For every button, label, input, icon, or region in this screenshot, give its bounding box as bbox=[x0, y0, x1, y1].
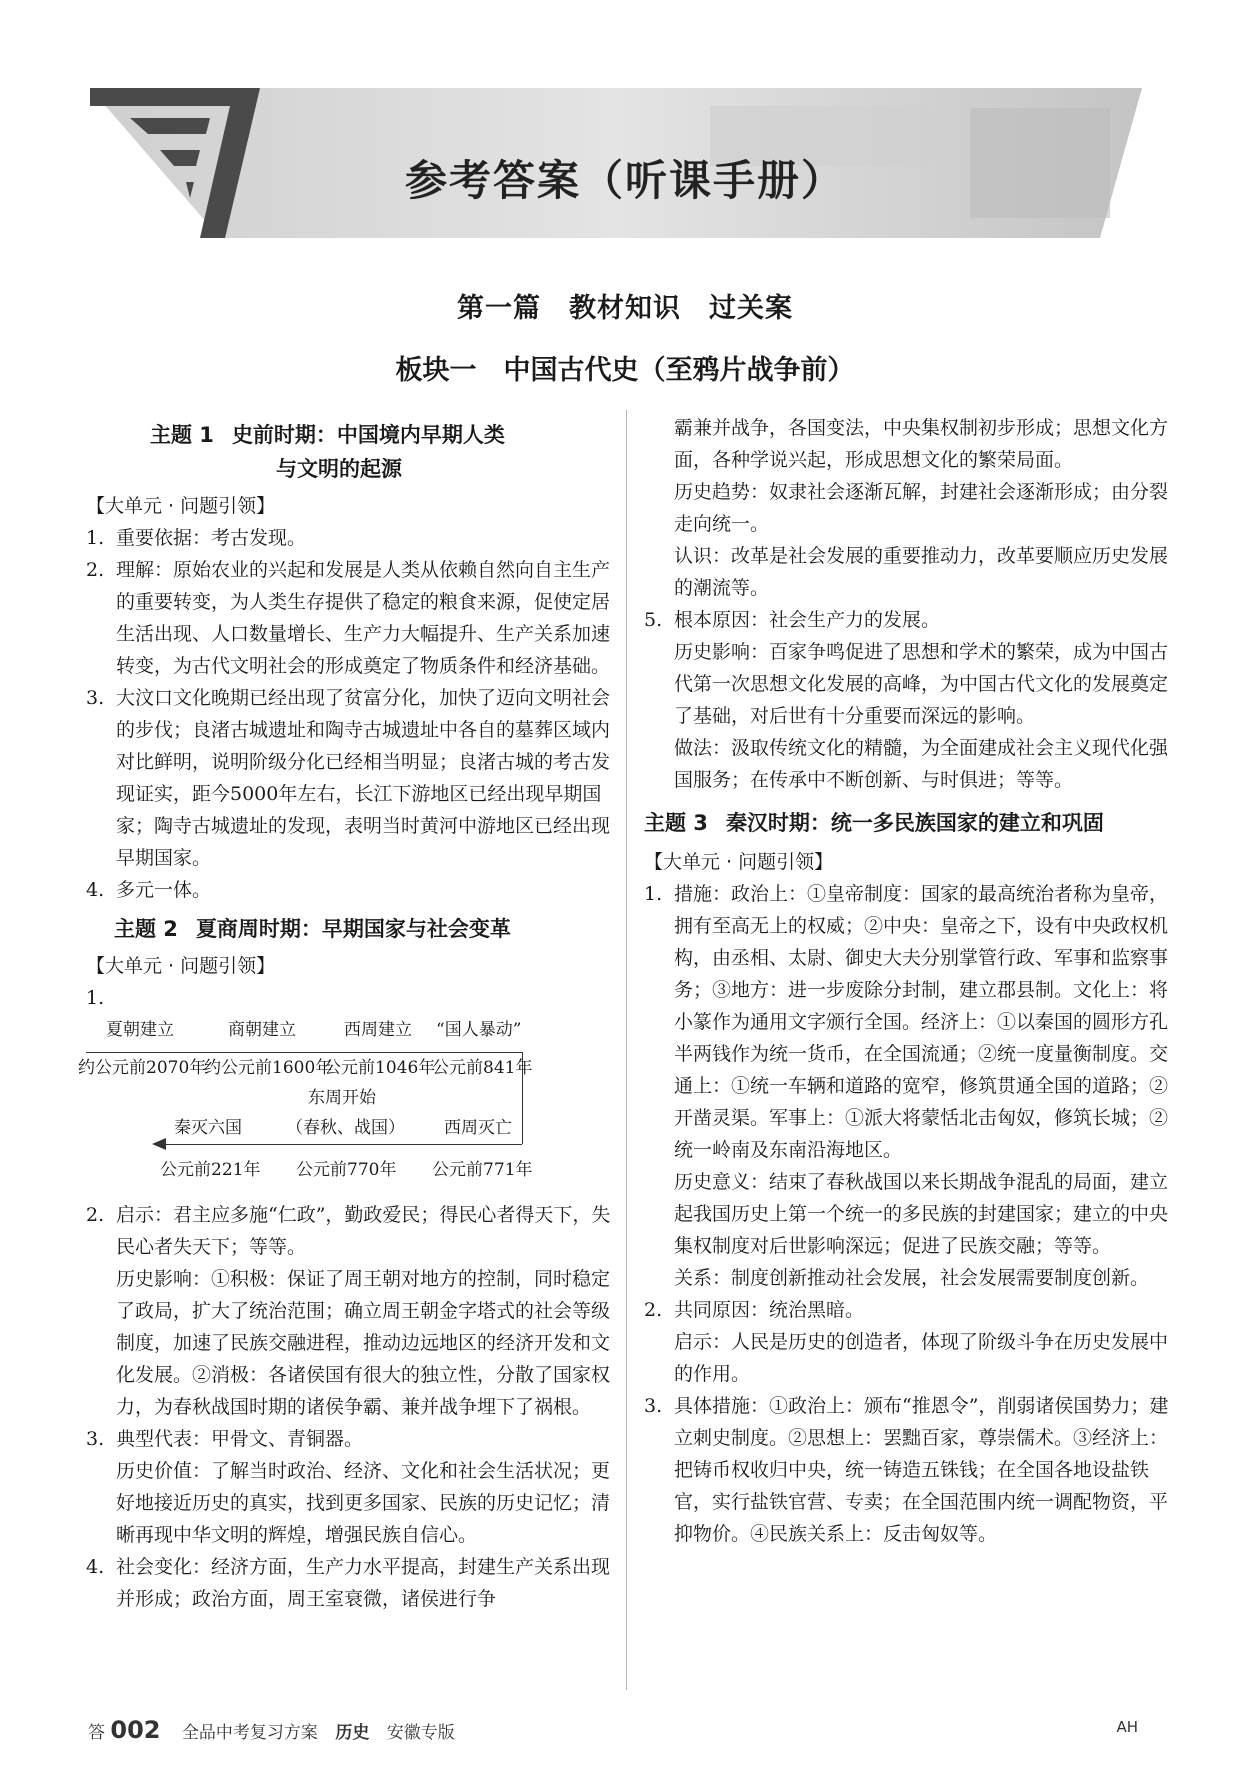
arrow-left-icon bbox=[152, 1138, 166, 1150]
list-item: 3. 具体措施：①政治上：颁布“推恩令”，削弱诸侯国势力；建立刺史制度。②思想上：罢黜百家，尊崇儒术。③经济上：把铸币权收归中央，统一铸造五铢钱；在全国各地设盐铁官，实行盐铁官营、专卖；在全国范围内统一调配物资，平抑物价。④民族关系上：反击匈奴等。 bbox=[644, 1395, 1169, 1545]
list-item: 3. 大汶口文化晚期已经出现了贫富分化，加快了迈向文明社会的步伐；良渚古城遗址和陶寺古城遗址中各自的墓葬区域内对比鲜明，说明阶级分化已经相当明显；良渚古城的考古发现证实，距今5000年左右，长江下游地区已经出现早期国家；陶寺古城遗址的发现，表明当时黄河中游地区已经出现早期国家。 bbox=[86, 687, 611, 869]
timeline-date: 公元前770年 bbox=[296, 1160, 397, 1180]
answer-paragraph: 历史意义：结束了春秋战国以来长期战争混乱的局面，建立起我国历史上第一个统一的多民族的封建国家；建立的中央集权制度对后世影响深远；促进了民族交融；等等。 bbox=[674, 1171, 1169, 1257]
answer-paragraph: 历史影响：百家争鸣促进了思想和学术的繁荣，成为中国古代第一次思想文化发展的高峰，为中国古代文化的发展奠定了基础，对后世有十分重要而深远的影响。 bbox=[674, 641, 1169, 727]
answer-paragraph: 历史影响：①积极：保证了周王朝对地方的控制，同时稳定了政局，扩大了统治范围；确立周王朝金字塔式的社会等级制度，加速了民族交融进程，推动边远地区的经济开发和文化发展。②消极：各诸侯国有很大的独立性，分散了国家权力，为春秋战国时期的诸侯争霸、兼并战争埋下了祸根。 bbox=[116, 1268, 611, 1418]
theme-number: 主题 2 bbox=[114, 917, 178, 941]
list-item: 4. 社会变化：经济方面，生产力水平提高，封建生产关系出现并形成；政治方面，周王室衰微，诸侯进行争 bbox=[86, 1556, 611, 1610]
timeline-event: “国人暴动” bbox=[436, 1020, 522, 1040]
theme-3-heading bbox=[644, 806, 1176, 840]
answer-paragraph: 关系：制度创新推动社会发展，社会发展需要制度创新。 bbox=[674, 1267, 1150, 1289]
book-title: 全品中考复习方案 bbox=[181, 1723, 318, 1743]
theme-title-continued: 与文明的起源 bbox=[276, 457, 402, 481]
timeline-date: 公元前771年 bbox=[432, 1160, 533, 1180]
section-title: 板块一 中国古代史（至鸦片战争前） bbox=[395, 355, 855, 386]
answer-paragraph: 霸兼并战争，各国变法，中央集权制初步形成；思想文化方面，各种学说兴起，形成思想文化的繁荣局面。 bbox=[674, 417, 1169, 471]
history-timeline bbox=[78, 1014, 616, 1199]
list-item: 1. 措施：政治上：①皇帝制度：国家的最高统治者称为皇帝，拥有至高无上的权威；②中央：皇帝之下，设有中央政权机构，由丞相、太尉、御史大夫分别掌管行政、军事和监察事务；③地方：进一步废除分封制，建立郡县制。文化上：将小篆作为通用文字颁行全国。经济上：①以秦国的圆形方孔半两钱作为统一货币，在全国流通；②统一度量衡制度。交通上：①统一车辆和道路的宽窄，修筑贯通全国的道路；②开凿灵渠。军事上：①派大将蒙恬北击匈奴，修筑长城；②统一岭南及东南沿海地区。 bbox=[644, 883, 1169, 1161]
timeline-event: 西周建立 bbox=[344, 1020, 412, 1040]
page-title: 参考答案（听课手册） bbox=[404, 156, 845, 205]
list-item: 1. bbox=[86, 987, 105, 1009]
subject-label: 历史 bbox=[335, 1723, 370, 1743]
edition-label: 安徽专版 bbox=[386, 1723, 455, 1743]
page-number: 002 bbox=[110, 1716, 161, 1744]
timeline-event: 商朝建立 bbox=[228, 1020, 296, 1040]
theme-1-heading bbox=[86, 418, 616, 452]
timeline-axis-bottom bbox=[162, 1144, 522, 1145]
unit-label: 【大单元 · 问题引领】 bbox=[86, 955, 276, 977]
timeline-axis-top bbox=[86, 1052, 522, 1053]
footer-prefix: 答 bbox=[88, 1723, 105, 1743]
part-title: 第一篇 教材知识 过关案 bbox=[457, 293, 793, 324]
left-column bbox=[78, 418, 616, 1615]
answer-paragraph: 历史趋势：奴隶社会逐渐瓦解，封建社会逐渐形成；由分裂走向统一。 bbox=[674, 481, 1169, 535]
timeline-event: 东周开始 bbox=[308, 1088, 376, 1108]
timeline-date: 公元前221年 bbox=[160, 1160, 261, 1180]
list-item: 4. 多元一体。 bbox=[86, 879, 212, 901]
list-item: 1. 重要依据：考古发现。 bbox=[86, 527, 307, 549]
timeline-date: 约公元前1600年 bbox=[204, 1058, 333, 1078]
timeline-event: 秦灭六国 bbox=[174, 1118, 242, 1138]
region-code: AH bbox=[1116, 1718, 1138, 1736]
list-item: 5. 根本原因：社会生产力的发展。 bbox=[644, 609, 941, 631]
answer-paragraph: 认识：改革是社会发展的重要推动力，改革要顺应历史发展的潮流等。 bbox=[674, 545, 1169, 599]
timeline-date: 公元前841年 bbox=[432, 1058, 533, 1078]
timeline-event: （春秋、战国） bbox=[286, 1118, 405, 1138]
list-item: 2. 启示：君主应多施“仁政”，勤政爱民；得民心者得天下，失民心者失天下；等等。 bbox=[86, 1204, 611, 1258]
list-item: 2. 理解：原始农业的兴起和发展是人类从依赖自然向自主生产的重要转变，为人类生存提供了稳定的粮食来源，促使定居生活出现、人口数量增长、生产力大幅提升、生产关系加速转变，为古代文明社会的形成奠定了物质条件和经济基础。 bbox=[86, 559, 611, 677]
timeline-date: 约公元前2070年 bbox=[78, 1058, 207, 1078]
answer-paragraph: 启示：人民是历史的创造者，体现了阶级斗争在历史发展中的作用。 bbox=[674, 1331, 1169, 1385]
theme-2-heading bbox=[86, 912, 616, 946]
right-column bbox=[644, 412, 1176, 1550]
timeline-event: 西周灭亡 bbox=[444, 1118, 512, 1138]
answer-paragraph: 做法：汲取传统文化的精髓，为全面建成社会主义现代化强国服务；在传承中不断创新、与时俱进；等等。 bbox=[674, 737, 1169, 791]
page-footer bbox=[88, 1716, 1178, 1742]
theme-title: 史前时期：中国境内早期人类 bbox=[231, 423, 505, 447]
unit-label: 【大单元 · 问题引领】 bbox=[86, 495, 276, 517]
timeline-event: 夏朝建立 bbox=[106, 1020, 174, 1040]
theme-number: 主题 3 bbox=[644, 811, 708, 835]
unit-label: 【大单元 · 问题引领】 bbox=[644, 851, 834, 873]
answer-paragraph: 历史价值：了解当时政治、经济、文化和社会生活状况；更好地接近历史的真实，找到更多国家、民族的历史记忆；清晰再现中华文明的辉煌，增强民族自信心。 bbox=[116, 1460, 611, 1546]
list-item: 3. 典型代表：甲骨文、青铜器。 bbox=[86, 1428, 364, 1450]
timeline-date: 公元前1046年 bbox=[324, 1058, 436, 1078]
theme-title: 秦汉时期：统一多民族国家的建立和巩固 bbox=[725, 811, 1104, 835]
theme-number: 主题 1 bbox=[150, 423, 214, 447]
list-item: 2. 共同原因：统治黑暗。 bbox=[644, 1299, 865, 1321]
theme-title: 夏商周时期：早期国家与社会变革 bbox=[195, 917, 511, 941]
column-divider bbox=[626, 410, 627, 1690]
